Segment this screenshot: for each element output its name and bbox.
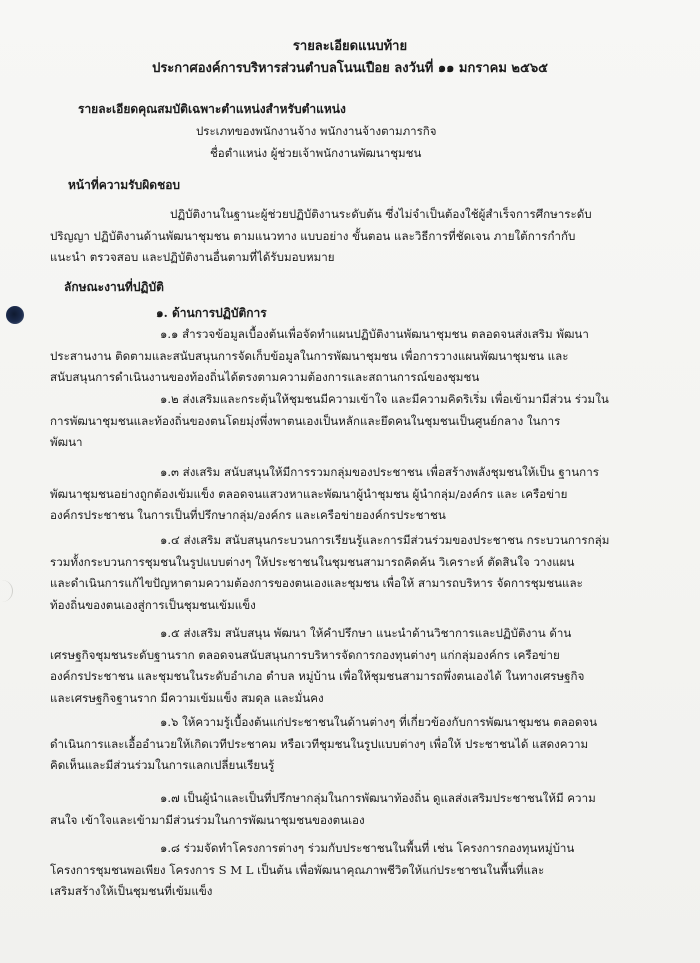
duties-line: แนะนำ ตรวจสอบ และปฏิบัติงานอื่นตามที่ได้รับมอบหมาย [50, 250, 335, 264]
item-line: ๑.๗ เป็นผู้นำและเป็นที่ปรึกษากลุ่มในการพัฒนาท้องถิ่น ดูแลส่งเสริมประชาชนให้มี ความ [160, 791, 596, 805]
item-line: ๑.๒ ส่งเสริมและกระตุ้นให้ชุมชนมีความเข้าใจ และมีความคิดริเริ่ม เพื่อเข้ามามีส่วน ร่วมใน [160, 392, 609, 406]
item-line: ๑.๔ ส่งเสริม สนับสนุนกระบวนการเรียนรู้และการมีส่วนร่วมของประชาชน กระบวนการกลุ่ม [160, 533, 610, 547]
document-header [0, 36, 700, 80]
header-title: รายละเอียดแนบท้าย [292, 39, 408, 54]
section-operations: ๑. ด้านการปฏิบัติการ [156, 306, 267, 320]
duties-line: ปริญญา ปฏิบัติงานด้านพัฒนาชุมชน ตามแนวทาง แบบอย่าง ขั้นตอน และวิธีการที่ชัดเจน ภายใต้การกำกับ [50, 228, 576, 243]
item-line: คิดเห็นและมีส่วนร่วมในการแลกเปลี่ยนเรียนรู้ [50, 758, 275, 772]
item-1-1 [50, 324, 650, 389]
item-line: สนับสนุนการดำเนินงานของท้องถิ่นได้ตรงตามความต้องการและสถานการณ์ของชุมชน [50, 370, 480, 384]
item-line: ประสานงาน ติดตามและสนับสนุนการจัดเก็บข้อมูลในการพัฒนาชุมชน เพื่อการวางแผนพัฒนาชุมชน และ [50, 348, 569, 363]
item-line: ๑.๘ ร่วมจัดทำโครงการต่างๆ ร่วมกับประชาชนในพื้นที่ เช่น โครงการกองทุนหมู่บ้าน [160, 841, 575, 855]
duties-heading: หน้าที่ความรับผิดชอบ [68, 178, 181, 192]
item-line: ท้องถิ่นของตนเองสู่การเป็นชุมชนเข้มแข็ง [50, 597, 256, 612]
item-1-8 [50, 838, 650, 903]
item-1-4 [50, 530, 650, 616]
item-1-3 [50, 462, 650, 527]
item-line: ๑.๓ ส่งเสริม สนับสนุนให้มีการรวมกลุ่มของประชาชน เพื่อสร้างพลังชุมชนให้เป็น ฐานการ [160, 465, 599, 479]
item-1-2 [50, 389, 650, 454]
item-line: เสริมสร้างให้เป็นชุมชนที่เข้มแข็ง [50, 884, 213, 898]
qualification-heading: รายละเอียดคุณสมบัติเฉพาะตำแหน่งสำหรับตำแหน่ง [78, 102, 346, 116]
work-nature-heading: ลักษณะงานที่ปฏิบัติ [64, 280, 164, 294]
item-line: พัฒนาชุมชนอย่างถูกต้องเข้มแข็ง ตลอดจนแสวงหาและพัฒนาผู้นำชุมชน ผู้นำกลุ่ม/องค์กร และ เครือข่าย [50, 486, 568, 501]
item-line: ๑.๕ ส่งเสริม สนับสนุน พัฒนา ให้คำปรึกษา แนะนำด้านวิชาการและปฏิบัติงาน ด้าน [160, 626, 572, 640]
item-line: เศรษฐกิจชุมชนระดับฐานราก ตลอดจนสนับสนุนการบริหารจัดการกองทุนต่างๆ แก่กลุ่มองค์กร เครือข่าย [50, 647, 560, 662]
item-line: องค์กรประชาชน ในการเป็นที่ปรึกษากลุ่ม/องค์กร และเครือข่ายองค์กรประชาชน [50, 508, 446, 522]
duties-paragraph [50, 204, 650, 269]
item-line: ๑.๖ ให้ความรู้เบื้องต้นแก่ประชาชนในด้านต่างๆ ที่เกี่ยวข้องกับการพัฒนาชุมชน ตลอดจน [160, 715, 598, 729]
item-line: องค์กรประชาชน และชุมชนในระดับอำเภอ ตำบล หมู่บ้าน เพื่อให้ชุมชนสามารถพึ่งตนเองได้ ในทางเศรษฐกิจ [50, 669, 585, 683]
item-1-6 [50, 712, 650, 777]
item-line: และเศรษฐกิจฐานราก มีความเข้มแข็ง สมดุล และมั่นคง [50, 690, 324, 705]
punch-hole [6, 306, 24, 324]
duties-line: ปฏิบัติงานในฐานะผู้ช่วยปฏิบัติงานระดับต้น ซึ่งไม่จำเป็นต้องใช้ผู้สำเร็จการศึกษาระดับ [170, 207, 592, 221]
header-announcement: ประกาศองค์การบริหารส่วนตำบลโนนเปือย ลงวันที่ ๑๑ มกราคม ๒๕๖๕ [152, 61, 548, 76]
position-name: ชื่อตำแหน่ง ผู้ช่วยเจ้าพนักงานพัฒนาชุมชน [210, 146, 422, 160]
item-line: รวมทั้งกระบวนการชุมชนในรูปแบบต่างๆ ให้ประชาชนในชุมชนสามารถคิดค้น วิเคราะห์ ตัดสินใจ วางแผน [50, 554, 575, 569]
item-line: การพัฒนาชุมชนและท้องถิ่นของตนโดยมุ่งพึ่งพาตนเองเป็นหลักและยึดคนในชุมชนเป็นศูนย์กลาง ในการ [50, 413, 561, 428]
item-1-5 [50, 623, 650, 709]
item-line: ๑.๑ สำรวจข้อมูลเบื้องต้นเพื่อจัดทำแผนปฏิบัติงานพัฒนาชุมชน ตลอดจนส่งเสริม พัฒนา [160, 327, 589, 341]
item-line: สนใจ เข้าใจและเข้ามามีส่วนร่วมในการพัฒนาชุมชนของตนเอง [50, 812, 365, 827]
item-line: และดำเนินการแก้ไขปัญหาตามความต้องการของตนเองและชุมชน เพื่อให้ สามารถบริหาร จัดการชุมชนและ [50, 576, 583, 590]
item-line: ดำเนินการและเอื้ออำนวยให้เกิดเวทีประชาคม หรือเวทีชุมชนในรูปแบบต่างๆ เพื่อให้ ประชาชนได้ แสดงความ [50, 736, 589, 751]
item-line: พัฒนา [50, 435, 83, 449]
employee-type: ประเภทของพนักงานจ้าง พนักงานจ้างตามภารกิจ [196, 124, 437, 138]
page-edge-mark [0, 580, 13, 602]
item-line: โครงการชุมชนพอเพียง โครงการ S M L เป็นต้น เพื่อพัฒนาคุณภาพชีวิตให้แก่ประชาชนในพื้นที่และ [50, 862, 545, 877]
item-1-7 [50, 788, 650, 831]
